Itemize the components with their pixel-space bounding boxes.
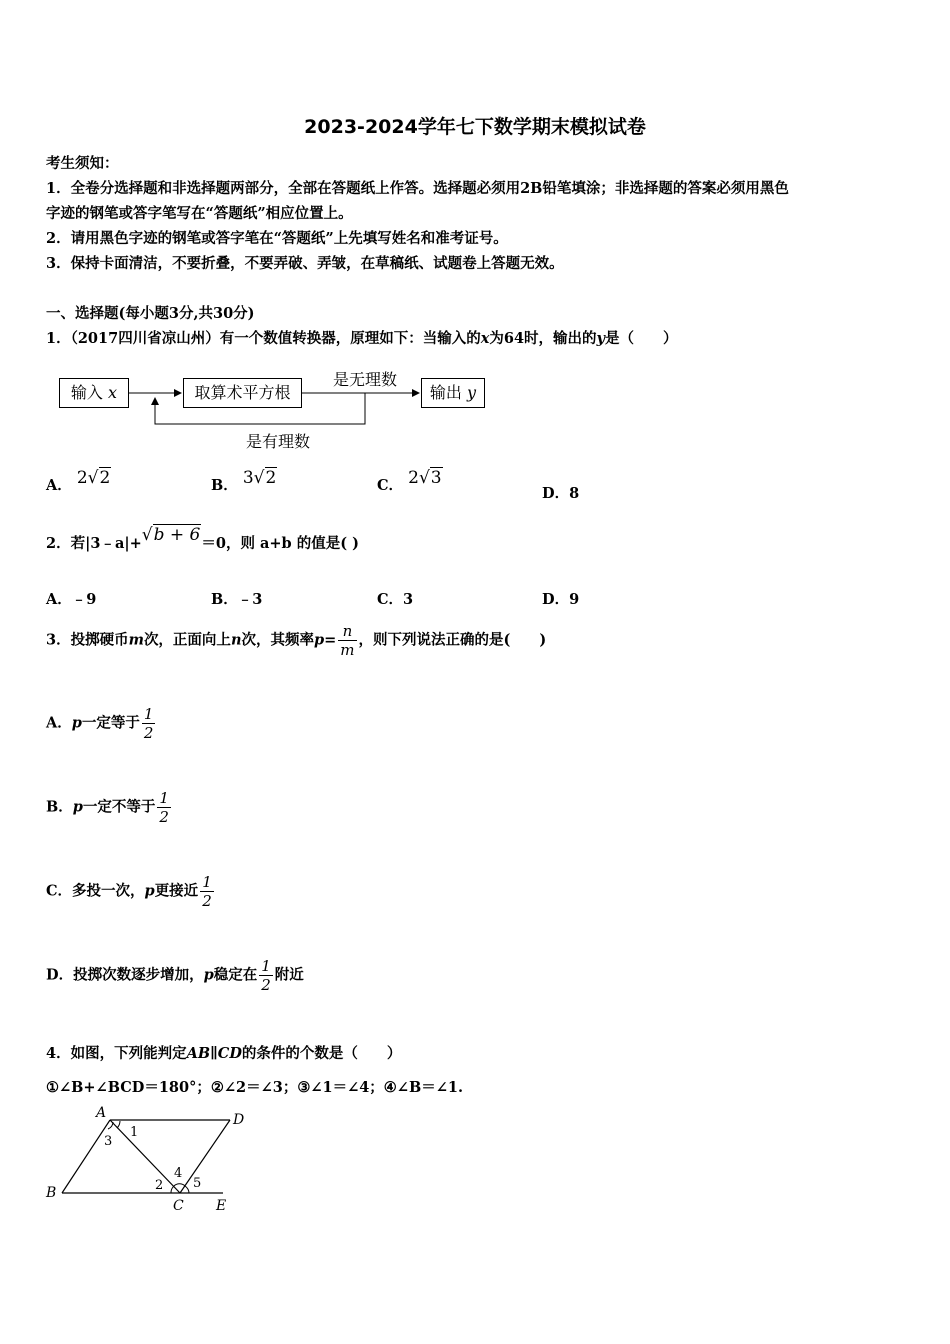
flow-input-box: 输入 x bbox=[59, 378, 129, 408]
flow-arrows bbox=[50, 360, 490, 440]
question-4-conditions: ①∠B+∠BCD＝180°；②∠2＝∠3；③∠1＝∠4；④∠B＝∠1. bbox=[46, 1079, 464, 1096]
angle-4-label: 4 bbox=[174, 1166, 183, 1181]
q2-option-c[interactable]: C．3 bbox=[377, 591, 414, 608]
q3-option-a[interactable]: A．p一定等于 $\frac{1}{2}$ bbox=[46, 705, 154, 742]
q3-option-d[interactable]: D．投掷次数逐步增加，p稳定在 $\frac{1}{2}$ 附近 bbox=[46, 957, 304, 994]
q1-option-a[interactable]: A． 2√2 bbox=[46, 468, 111, 494]
angle-3-label: 3 bbox=[104, 1134, 113, 1149]
notice-item-3: 3．保持卡面清洁，不要折叠，不要弄破、弄皱，在草稿纸、试题卷上答题无效。 bbox=[46, 255, 564, 272]
flow-irrational-label: 是无理数 bbox=[333, 370, 398, 389]
point-d-label: D bbox=[233, 1112, 245, 1128]
q1-option-b[interactable]: B． 3√2 bbox=[211, 468, 277, 494]
question-1-stem: 1．（2017四川省凉山州）有一个数值转换器，原理如下：当输入的x为64时，输出的y是（ ） bbox=[46, 330, 678, 347]
point-e-label: E bbox=[216, 1198, 227, 1214]
flow-output-box: 输出 y bbox=[421, 378, 485, 408]
flow-process-box: 取算术平方根 bbox=[183, 378, 302, 408]
notice-item-1-cont: 字迹的钢笔或答字笔写在“答题纸”相应位置上。 bbox=[46, 205, 353, 222]
question-2-stem: 2．若|3﹣a|+√b + 6＝0，则 a+b 的值是( ) bbox=[46, 525, 360, 552]
notice-item-1: 1．全卷分选择题和非选择题两部分，全部在答题纸上作答。选择题必须用2B铅笔填涂；非选择题的答案必须用黑色 bbox=[46, 180, 789, 197]
q1-option-c[interactable]: C． 2√3 bbox=[377, 468, 442, 494]
page-title: 2023-2024学年七下数学期末模拟试卷 bbox=[304, 116, 646, 138]
section-heading: 一、选择题(每小题3分,共30分) bbox=[46, 305, 255, 322]
q3-option-c[interactable]: C．多投一次，p更接近 $\frac{1}{2}$ bbox=[46, 873, 212, 910]
point-b-label: B bbox=[46, 1185, 57, 1201]
notice-item-2: 2．请用黑色字迹的钢笔或答字笔在“答题纸”上先填写姓名和准考证号。 bbox=[46, 230, 508, 247]
geometry-figure bbox=[40, 1100, 260, 1220]
q2-option-d[interactable]: D．9 bbox=[542, 591, 580, 608]
q2-option-a[interactable]: A．﹣9 bbox=[46, 591, 97, 608]
point-a-label: A bbox=[96, 1105, 107, 1121]
point-c-label: C bbox=[173, 1198, 184, 1214]
q1-option-d[interactable]: D．8 bbox=[542, 485, 580, 502]
notice-heading: 考生须知： bbox=[46, 155, 119, 172]
question-4-stem: 4．如图，下列能判定AB∥CD的条件的个数是（ ） bbox=[46, 1045, 402, 1062]
angle-5-label: 5 bbox=[193, 1176, 202, 1191]
q3-option-b[interactable]: B．p一定不等于 $\frac{1}{2}$ bbox=[46, 789, 169, 826]
angle-2-label: 2 bbox=[155, 1178, 164, 1193]
q2-option-b[interactable]: B．﹣3 bbox=[211, 591, 263, 608]
question-3-stem: 3．投掷硬币m次，正面向上n次，其频率p= $\frac{n}{m}$ ，则下列说法正确的是( ) bbox=[46, 622, 547, 659]
angle-1-label: 1 bbox=[130, 1125, 139, 1140]
flow-rational-label: 是有理数 bbox=[246, 432, 311, 451]
